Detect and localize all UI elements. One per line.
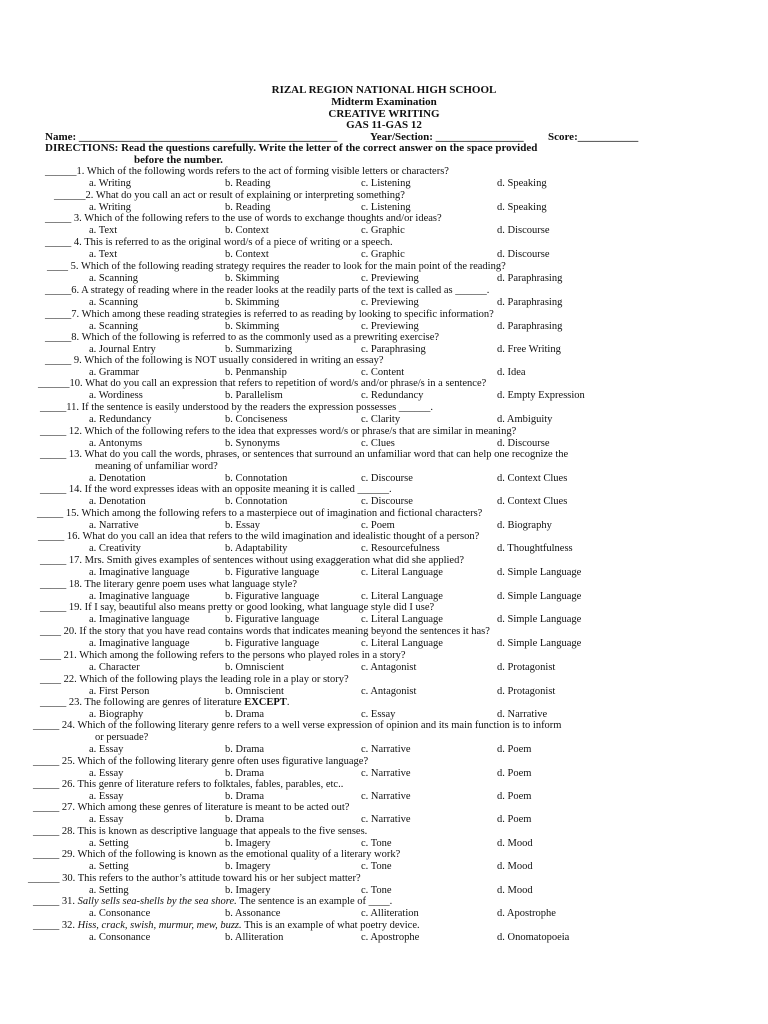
question-number: 28. (61, 826, 75, 837)
choice-a: a. Imaginative language (89, 638, 190, 649)
choice-c: c. Previewing (361, 273, 419, 284)
question-number: 25. (61, 756, 75, 767)
choice-a: a. Setting (89, 861, 129, 872)
choice-b: b. Figurative language (225, 567, 320, 578)
choice-c: c. Graphic (361, 225, 405, 236)
question-number: 15. (65, 508, 79, 519)
choice-b: b. Figurative language (225, 638, 320, 649)
choice-b: b. Skimming (225, 273, 280, 284)
question-text: If I say, beautiful also means pretty or good looking, what language style did I use? (84, 602, 435, 613)
question-text: What do you call the words, phrases, or sentences that surround an unfamiliar word that can help one recognize the (84, 449, 569, 460)
question-number: 1. (76, 166, 85, 177)
question-14 (40, 484, 392, 496)
question-text: The sentence is an example of ____. (236, 896, 393, 907)
choice-c: c. Narrative (361, 791, 411, 802)
directions-line-1: DIRECTIONS: Read the questions carefully. Write the letter of the correct answer on the space provided (45, 142, 538, 154)
choice-d: d. Onomatopoeia (497, 932, 570, 943)
answer-blank[interactable]: _____ (40, 602, 67, 613)
choice-d: d. Narrative (497, 709, 548, 720)
answer-blank[interactable]: _____ (40, 579, 67, 590)
answer-blank[interactable]: ______ (38, 378, 70, 389)
choice-d: d. Biography (497, 520, 552, 531)
answer-blank[interactable]: _____ (45, 355, 72, 366)
subject-title: CREATIVE WRITING (328, 108, 440, 120)
choice-d: d. Discourse (497, 225, 550, 236)
answer-blank[interactable]: _____ (45, 332, 72, 343)
choice-a: a. Redundancy (89, 414, 152, 425)
choice-b: b. Skimming (225, 321, 280, 332)
choice-b: b. Essay (225, 520, 260, 531)
choice-a: a. First Person (89, 686, 150, 697)
choice-a: a. Wordiness (89, 390, 143, 401)
score-field[interactable]: Score:___________ (548, 131, 639, 143)
choice-b: b. Synonyms (225, 438, 280, 449)
choice-a: a. Essay (89, 814, 124, 825)
choice-a: a. Setting (89, 838, 129, 849)
choice-d: d. Discourse (497, 249, 550, 260)
choice-d: d. Simple Language (497, 591, 582, 602)
emphasis-text: EXCEPT (244, 697, 287, 708)
question-number: 2. (85, 190, 94, 201)
choice-a: a. Grammar (89, 367, 140, 378)
choice-c: c. Tone (361, 885, 392, 896)
question-5 (47, 261, 506, 273)
choice-c: c. Resourcefulness (361, 543, 440, 554)
choice-a: a. Imaginative language (89, 591, 190, 602)
question-13 (40, 449, 568, 461)
question-number: 5. (70, 261, 79, 272)
question-23 (40, 697, 289, 709)
choice-c: c. Redundancy (361, 390, 424, 401)
choice-c: c. Tone (361, 861, 392, 872)
question-27 (33, 802, 349, 814)
choice-b: b. Omniscient (225, 662, 284, 673)
question-text: The literary genre poem uses what language style? (84, 579, 297, 590)
question-number: 24. (61, 720, 75, 731)
choice-c: c. Previewing (361, 321, 419, 332)
choice-c: c. Alliteration (361, 908, 419, 919)
question-text: Which among these reading strategies is referred to as reading by looking to specific information? (81, 309, 494, 320)
choice-d: d. Empty Expression (497, 390, 585, 401)
answer-blank[interactable]: _____ (37, 508, 64, 519)
choice-c: c. Discourse (361, 496, 413, 507)
question-text: Which of the following plays the leading role in a play or story? (79, 674, 349, 685)
year-section-field[interactable]: Year/Section: ________________ (370, 131, 524, 143)
choice-c: c. Essay (361, 709, 396, 720)
question-text: This refers to the author’s attitude toward his or her subject matter? (77, 873, 361, 884)
question-15 (37, 508, 482, 520)
question-number: 6. (71, 285, 80, 296)
choice-d: d. Poem (497, 814, 532, 825)
choice-c: c. Narrative (361, 768, 411, 779)
choice-b: b. Context (225, 249, 269, 260)
question-9 (45, 355, 383, 367)
answer-blank[interactable]: ______ (54, 190, 86, 201)
choice-a: a. Setting (89, 885, 129, 896)
answer-blank[interactable]: _____ (33, 849, 60, 860)
choice-c: c. Poem (361, 520, 395, 531)
choice-a: a. Writing (89, 202, 131, 213)
question-number: 20. (63, 626, 77, 637)
answer-blank[interactable]: ______ (45, 166, 77, 177)
question-31 (33, 896, 392, 908)
question-19 (40, 602, 434, 614)
choice-a: a. Writing (89, 178, 131, 189)
directions-line-2: before the number. (134, 154, 223, 166)
choice-b: b. Connotation (225, 496, 288, 507)
choice-c: c. Antagonist (361, 686, 417, 697)
question-24 (33, 720, 561, 732)
answer-blank[interactable]: _____ (40, 449, 67, 460)
choice-d: d. Discourse (497, 438, 550, 449)
choice-b: b. Assonance (225, 908, 281, 919)
question-29 (33, 849, 400, 861)
question-11 (40, 402, 433, 414)
choice-c: c. Literal Language (361, 614, 443, 625)
question-18 (40, 579, 297, 591)
question-number: 16. (66, 531, 80, 542)
choice-c: c. Literal Language (361, 638, 443, 649)
question-text: Mrs. Smith gives examples of sentences without using exaggeration what did she applied? (84, 555, 465, 566)
question-number: 23. (68, 697, 82, 708)
example-sentence: Hiss, crack, swish, murmur, mew, buzz. (77, 920, 242, 931)
choice-a: a. Creativity (89, 543, 141, 554)
answer-blank[interactable]: _____ (40, 555, 67, 566)
answer-blank[interactable]: ____ (40, 626, 61, 637)
choice-c: c. Content (361, 367, 405, 378)
question-8 (45, 332, 439, 344)
choice-d: d. Poem (497, 791, 532, 802)
choice-b: b. Omniscient (225, 686, 284, 697)
choice-a: a. Journal Entry (89, 344, 156, 355)
choice-d: d. Mood (497, 885, 533, 896)
question-number: 30. (62, 873, 76, 884)
exam-title: Midterm Examination (331, 96, 437, 108)
choice-a: a. Consonance (89, 908, 151, 919)
question-26 (33, 779, 343, 791)
choice-b: b. Penmanship (225, 367, 287, 378)
choice-b: b. Imagery (225, 861, 271, 872)
choice-c: c. Clarity (361, 414, 401, 425)
answer-blank[interactable]: ____ (40, 650, 61, 661)
choice-d: d. Mood (497, 838, 533, 849)
choice-b: b. Skimming (225, 297, 280, 308)
choice-b: b. Context (225, 225, 269, 236)
question-continuation: or persuade? (95, 732, 149, 743)
choice-a: a. Scanning (89, 321, 138, 332)
question-text: If the word expresses ideas with an opposite meaning it is called ______. (84, 484, 392, 495)
question-number: 12. (68, 426, 82, 437)
choice-a: a. Scanning (89, 273, 138, 284)
question-number: 11. (66, 402, 79, 413)
choice-a: a. Text (89, 249, 118, 260)
choice-a: a. Imaginative language (89, 614, 190, 625)
answer-blank[interactable]: _____ (33, 826, 60, 837)
answer-blank[interactable]: _____ (40, 484, 67, 495)
question-text: Which of the following is known as the emotional quality of a literary work? (77, 849, 401, 860)
question-text: Which among the following refers to the persons who played roles in a story? (79, 650, 406, 661)
question-continuation: meaning of unfamiliar word? (95, 461, 218, 472)
question-number: 10. (69, 378, 83, 389)
choice-b: b. Figurative language (225, 591, 320, 602)
question-7 (45, 309, 494, 321)
question-21 (40, 650, 405, 662)
question-text: Which of the following refers to the use of words to exchange thoughts and/or ideas? (84, 213, 442, 224)
question-4 (45, 237, 393, 249)
choice-d: d. Idea (497, 367, 526, 378)
choice-d: d. Free Writing (497, 344, 561, 355)
question-number: 13. (68, 449, 82, 460)
choice-a: a. Character (89, 662, 140, 673)
choice-a: a. Scanning (89, 297, 138, 308)
choice-c: c. Discourse (361, 473, 413, 484)
question-number: 19. (68, 602, 82, 613)
question-number: 8. (71, 332, 80, 343)
choice-a: a. Text (89, 225, 118, 236)
choice-b: b. Conciseness (225, 414, 288, 425)
answer-blank[interactable]: _____ (33, 756, 60, 767)
answer-blank[interactable]: _____ (33, 779, 60, 790)
choice-c: c. Apostrophe (361, 932, 420, 943)
question-text: Which of the following is referred to as the commonly used as a prewriting exercise? (81, 332, 440, 343)
question-number: 21. (63, 650, 77, 661)
question-6 (45, 285, 489, 297)
question-number: 22. (63, 674, 77, 685)
name-field[interactable]: Name: _______________________________________________ (45, 131, 338, 143)
answer-blank[interactable]: _____ (33, 720, 60, 731)
question-text: If the sentence is easily understood by the readers the expression possesses ______. (81, 402, 433, 413)
choice-d: d. Poem (497, 768, 532, 779)
question-number: 14. (68, 484, 82, 495)
question-number: 31. (61, 896, 75, 907)
choice-a: a. Consonance (89, 932, 151, 943)
question-number: 4. (73, 237, 82, 248)
question-number: 29. (61, 849, 75, 860)
choice-d: d. Ambiguity (497, 414, 553, 425)
question-text: Which of the following words refers to the act of forming visible letters or characters? (86, 166, 449, 177)
choice-a: a. Antonyms (89, 438, 143, 449)
question-16 (38, 531, 479, 543)
answer-blank[interactable]: _____ (40, 426, 67, 437)
choice-a: a. Essay (89, 744, 124, 755)
answer-blank[interactable]: _____ (45, 309, 72, 320)
choice-c: c. Listening (361, 202, 411, 213)
question-text: This genre of literature refers to folktales, fables, parables, etc.. (77, 779, 344, 790)
question-25 (33, 756, 368, 768)
question-10 (38, 378, 486, 390)
question-30 (28, 873, 361, 885)
answer-blank[interactable]: _____ (45, 213, 72, 224)
choice-b: b. Reading (225, 178, 271, 189)
example-sentence: Sally sells sea-shells by the sea shore. (77, 896, 237, 907)
question-text: A strategy of reading where in the reader looks at the readily parts of the text is called as ______. (81, 285, 490, 296)
choice-d: d. Simple Language (497, 567, 582, 578)
choice-b: b. Alliteration (225, 932, 284, 943)
choice-b: b. Drama (225, 744, 265, 755)
answer-blank[interactable]: ______ (28, 873, 60, 884)
choice-c: c. Paraphrasing (361, 344, 426, 355)
answer-blank[interactable]: _____ (33, 802, 60, 813)
question-number: 17. (68, 555, 82, 566)
answer-blank[interactable]: _____ (45, 285, 72, 296)
answer-blank[interactable]: _____ (45, 237, 72, 248)
grade-levels: GAS 11-GAS 12 (346, 119, 422, 131)
choice-d: d. Simple Language (497, 638, 582, 649)
answer-blank[interactable]: ____ (40, 674, 61, 685)
question-3 (45, 213, 442, 225)
choice-d: d. Speaking (497, 202, 547, 213)
choice-c: c. Listening (361, 178, 411, 189)
choice-c: c. Previewing (361, 297, 419, 308)
choice-c: c. Literal Language (361, 567, 443, 578)
choice-b: b. Parallelism (225, 390, 283, 401)
choice-b: b. Imagery (225, 838, 271, 849)
choice-a: a. Denotation (89, 496, 146, 507)
question-text: This is referred to as the original word/s of a piece of writing or a speech. (84, 237, 393, 248)
choice-d: d. Protagonist (497, 686, 556, 697)
choice-b: b. Adaptability (225, 543, 288, 554)
question-number: 3. (73, 213, 82, 224)
choice-d: d. Context Clues (497, 496, 568, 507)
school-name: RIZAL REGION NATIONAL HIGH SCHOOL (271, 84, 497, 96)
choice-c: c. Tone (361, 838, 392, 849)
question-text: What do you call an act or result of explaining or interpreting something? (95, 190, 405, 201)
question-text: Which of the following literary genre refers to a well verse expression of opinion and its main function is to inform (77, 720, 562, 731)
question-text: Which among these genres of literature is meant to be acted out? (77, 802, 350, 813)
question-text: Which of the following reading strategy requires the reader to look for the main point of the reading? (80, 261, 506, 272)
choice-b: b. Imagery (225, 885, 271, 896)
question-text: Which of the following refers to the idea that expresses word/s or phrase/s that are similar in meaning? (84, 426, 517, 437)
question-text: What do you call an expression that refers to repetition of word/s and/or phrase/s in a sentence? (85, 378, 487, 389)
choice-a: a. Essay (89, 768, 124, 779)
question-17 (40, 555, 464, 567)
question-number: 18. (68, 579, 82, 590)
directions (45, 142, 665, 166)
answer-blank[interactable]: _____ (33, 896, 60, 907)
choice-b: b. Reading (225, 202, 271, 213)
answer-blank[interactable]: _____ (40, 697, 67, 708)
question-text: If the story that you have read contains words that indicates meaning beyond the sentences it has? (79, 626, 490, 637)
choice-b: b. Drama (225, 814, 265, 825)
question-text: This is an example of what poetry device. (241, 920, 420, 931)
answer-blank[interactable]: _____ (33, 920, 60, 931)
choice-a: a. Imaginative language (89, 567, 190, 578)
choice-d: d. Context Clues (497, 473, 568, 484)
choice-d: d. Simple Language (497, 614, 582, 625)
question-32 (33, 920, 420, 932)
choice-a: a. Narrative (89, 520, 139, 531)
question-text: This is known as descriptive language that appeals to the five senses. (77, 826, 368, 837)
question-22 (40, 674, 349, 686)
question-2 (54, 190, 405, 202)
question-text: Which of the following is NOT usually considered in writing an essay? (84, 355, 384, 366)
question-12 (40, 426, 516, 438)
choice-a: a. Essay (89, 791, 124, 802)
question-text-end: . (286, 697, 290, 708)
choice-d: d. Speaking (497, 178, 547, 189)
answer-blank[interactable]: _____ (40, 402, 67, 413)
question-number: 27. (61, 802, 75, 813)
choice-b: b. Drama (225, 791, 265, 802)
question-number: 26. (61, 779, 75, 790)
choice-a: a. Biography (89, 709, 144, 720)
choice-c: c. Clues (361, 438, 395, 449)
question-text: Which among the following refers to a masterpiece out of imagination and fictional characters? (81, 508, 483, 519)
question-number: 7. (71, 309, 80, 320)
question-text: Which of the following literary genre often uses figurative language? (77, 756, 369, 767)
choice-b: b. Connotation (225, 473, 288, 484)
choice-b: b. Drama (225, 709, 265, 720)
question-number: 32. (61, 920, 75, 931)
choice-c: c. Graphic (361, 249, 405, 260)
choice-c: c. Antagonist (361, 662, 417, 673)
question-text: What do you call an idea that refers to the wild imagination and idealistic thought of a person? (82, 531, 480, 542)
choice-d: d. Apostrophe (497, 908, 556, 919)
choice-b: b. Figurative language (225, 614, 320, 625)
choice-d: d. Protagonist (497, 662, 556, 673)
choice-b: b. Drama (225, 768, 265, 779)
question-text: The following are genres of literature (84, 697, 245, 708)
question-28 (33, 826, 367, 838)
question-20 (40, 626, 490, 638)
choice-c: c. Narrative (361, 744, 411, 755)
choice-d: d. Paraphrasing (497, 297, 563, 308)
choice-c: c. Literal Language (361, 591, 443, 602)
answer-blank[interactable]: _____ (38, 531, 65, 542)
question-1 (45, 166, 449, 178)
question-number: 9. (73, 355, 82, 366)
choice-d: d. Paraphrasing (497, 273, 563, 284)
answer-blank[interactable]: ____ (47, 261, 68, 272)
choice-b: b. Summarizing (225, 344, 293, 355)
choice-a: a. Denotation (89, 473, 146, 484)
choice-d: d. Poem (497, 744, 532, 755)
choice-d: d. Mood (497, 861, 533, 872)
choice-c: c. Narrative (361, 814, 411, 825)
choice-d: d. Thoughtfulness (497, 543, 573, 554)
choice-d: d. Paraphrasing (497, 321, 563, 332)
